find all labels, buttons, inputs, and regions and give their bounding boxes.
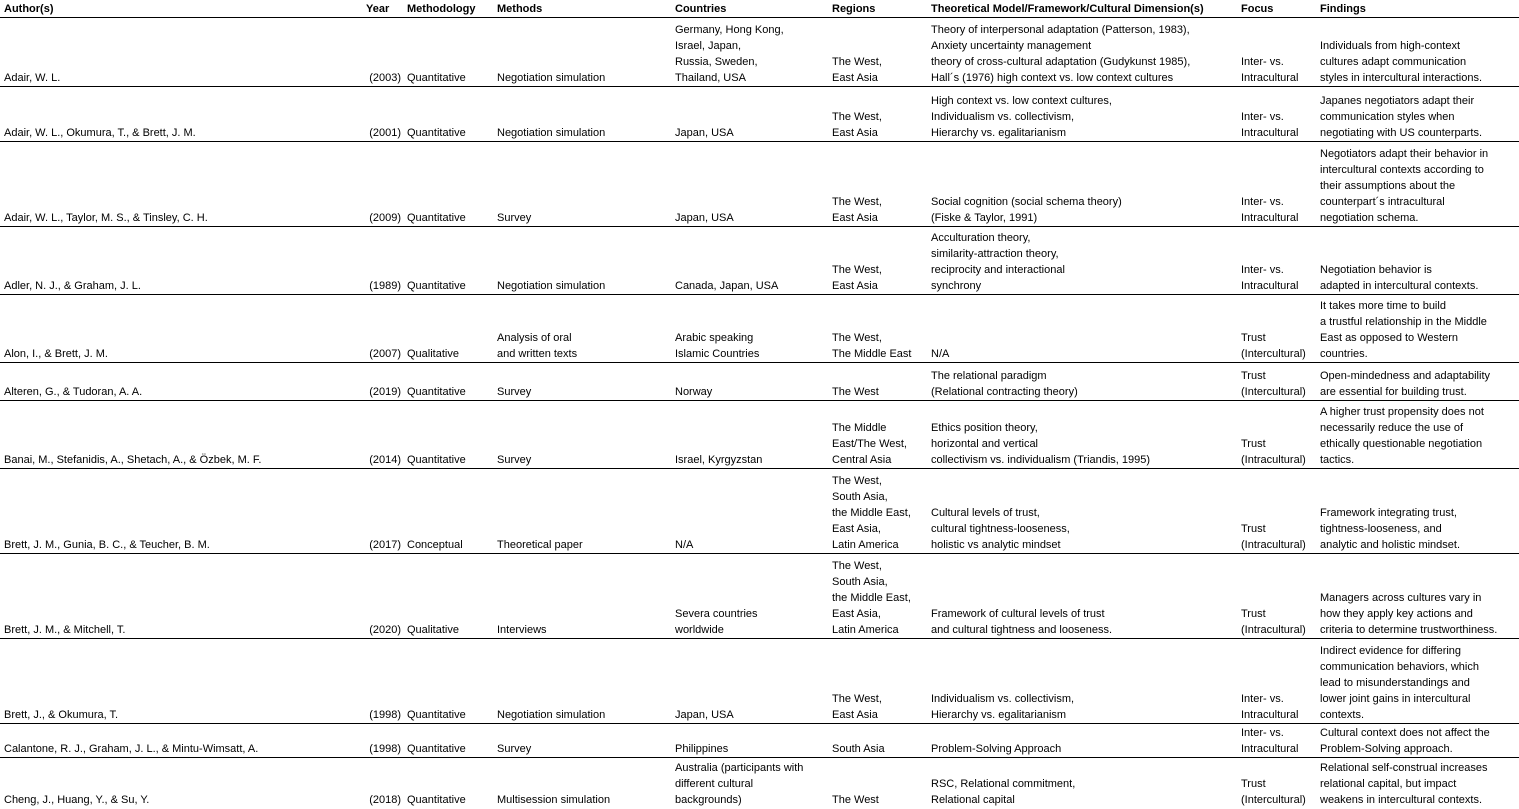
cell-methods: Survey (493, 724, 671, 758)
table-row (0, 18, 1519, 87)
cell-theory: Acculturation theory, similarity-attraction theory, reciprocity and interactional synchrony (927, 227, 1237, 295)
cell-regions: The West, East Asia (828, 227, 927, 295)
col-header-focus: Focus (1237, 0, 1316, 18)
col-header-methodology: Methodology (403, 0, 493, 18)
cell-regions: The Middle East/The West, Central Asia (828, 401, 927, 469)
cell-year: (2014) (362, 401, 403, 469)
cell-methodology: Qualitative (403, 295, 493, 363)
cell-focus: Inter- vs. Intracultural (1237, 724, 1316, 758)
cell-countries: Japan, USA (671, 639, 828, 724)
cell-year: (2003) (362, 18, 403, 87)
cell-theory: Cultural levels of trust, cultural tightness-looseness, holistic vs analytic mindset (927, 469, 1237, 554)
cell-year: (2017) (362, 469, 403, 554)
cell-focus: Trust (Intercultural) (1237, 363, 1316, 401)
cell-author: Banai, M., Stefanidis, A., Shetach, A., & Özbek, M. F. (0, 401, 362, 469)
cell-focus: Inter- vs. Intracultural (1237, 639, 1316, 724)
cell-methodology: Quantitative (403, 142, 493, 227)
cell-methodology: Conceptual (403, 469, 493, 554)
cell-methods: Interviews (493, 554, 671, 639)
cell-focus: Inter- vs. Intracultural (1237, 87, 1316, 142)
cell-regions: The West, East Asia (828, 18, 927, 87)
cell-theory: The relational paradigm (Relational contracting theory) (927, 363, 1237, 401)
cell-countries: Australia (participants with different cultural backgrounds) (675, 761, 804, 806)
table-row (0, 142, 1519, 227)
cell-findings: Individuals from high-context cultures adapt communication styles in intercultural interactions. (1316, 18, 1519, 87)
cell-author: Brett, J. M., & Mitchell, T. (0, 554, 362, 639)
cell-focus: Inter- vs. Intracultural (1237, 142, 1316, 227)
cell-year: (2007) (362, 295, 403, 363)
cell-findings: Relational self-construal increases relational capital, but impact weakens in intercultural contexts. (1320, 761, 1488, 806)
cell-theory: High context vs. low context cultures, Individualism vs. collectivism, Hierarchy vs. egalitarianism (927, 87, 1237, 142)
cell-year: (2019) (362, 363, 403, 401)
cell-regions: The West, East Asia (828, 87, 927, 142)
cell-theory: Individualism vs. collectivism, Hierarchy vs. egalitarianism (927, 639, 1237, 724)
cell-focus: Trust (Intracultural) (1237, 469, 1316, 554)
cell-regions: The West (828, 363, 927, 401)
cell-methods: Negotiation simulation (493, 639, 671, 724)
cell-year: (1998) (362, 724, 403, 758)
cell-theory: Problem-Solving Approach (927, 724, 1237, 758)
table-row (0, 227, 1519, 295)
cell-countries: Germany, Hong Kong, Israel, Japan, Russia, Sweden, Thailand, USA (671, 18, 828, 87)
cell-methods: Survey (493, 363, 671, 401)
cell-regions: The West, South Asia, the Middle East, East Asia, Latin America (828, 469, 927, 554)
col-header-authors: Author(s) (0, 0, 362, 18)
col-header-regions: Regions (828, 0, 927, 18)
cell-regions: South Asia (828, 724, 927, 758)
cell-author: Adair, W. L. (0, 18, 362, 87)
cell-methodology: Quantitative (403, 724, 493, 758)
table-row (0, 554, 1519, 639)
cell-findings: Negotiators adapt their behavior in intercultural contexts according to their assumptions about the counterpart´s intracultural negotiation schema. (1316, 142, 1519, 227)
cell-methods: Multisession simulation (497, 793, 611, 806)
table-row (0, 758, 1519, 808)
cell-countries: Canada, Japan, USA (671, 227, 828, 295)
cell-methodology: Quantitative (403, 363, 493, 401)
table-row (0, 724, 1519, 758)
cell-methodology: Quantitative (407, 793, 466, 806)
cell-regions: The West, East Asia (828, 142, 927, 227)
cell-methods: Survey (493, 401, 671, 469)
cell-findings: Japanes negotiators adapt their communication styles when negotiating with US counterparts. (1316, 87, 1519, 142)
cell-focus: Trust (Intercultural) (1241, 777, 1306, 806)
table-row (0, 363, 1519, 401)
cell-theory: Framework of cultural levels of trust and cultural tightness and looseness. (927, 554, 1237, 639)
cell-regions: The West, East Asia (828, 639, 927, 724)
col-header-findings: Findings (1316, 0, 1519, 18)
cell-author: Adair, W. L., Taylor, M. S., & Tinsley, C. H. (0, 142, 362, 227)
cell-focus: Trust (Intracultural) (1237, 401, 1316, 469)
cell-theory: Ethics position theory, horizontal and vertical collectivism vs. individualism (Triandis, 1995) (927, 401, 1237, 469)
cell-methodology: Quantitative (403, 401, 493, 469)
cell-regions: The West, South Asia, the Middle East, East Asia, Latin America (828, 554, 927, 639)
cell-year: (2009) (362, 142, 403, 227)
cell-theory: RSC, Relational commitment, Relational capital (931, 777, 1076, 806)
cell-countries: Philippines (671, 724, 828, 758)
cell-regions: The West, The Middle East (828, 295, 927, 363)
cell-methods: Negotiation simulation (493, 227, 671, 295)
cell-year: (2018) (369, 793, 401, 806)
cell-findings: Framework integrating trust, tightness-looseness, and analytic and holistic mindset. (1316, 469, 1519, 554)
table-row (0, 469, 1519, 554)
cell-findings: It takes more time to build a trustful relationship in the Middle East as opposed to Western countries. (1316, 295, 1519, 363)
table-row (0, 87, 1519, 142)
cell-author: Cheng, J., Huang, Y., & Su, Y. (4, 793, 150, 806)
cell-methodology: Quantitative (403, 87, 493, 142)
cell-countries: N/A (671, 469, 828, 554)
cell-methodology: Quantitative (403, 18, 493, 87)
cell-author: Adler, N. J., & Graham, J. L. (0, 227, 362, 295)
cell-methods: Negotiation simulation (493, 87, 671, 142)
cell-focus: Trust (Intercultural) (1237, 295, 1316, 363)
cell-author: Brett, J., & Okumura, T. (0, 639, 362, 724)
col-header-theory: Theoretical Model/Framework/Cultural Dimension(s) (927, 0, 1237, 18)
cell-countries: Arabic speaking Islamic Countries (671, 295, 828, 363)
cell-methods: Negotiation simulation (493, 18, 671, 87)
cell-focus: Inter- vs. Intracultural (1237, 18, 1316, 87)
cell-author: Alteren, G., & Tudoran, A. A. (0, 363, 362, 401)
cell-countries: Severa countries worldwide (671, 554, 828, 639)
cell-countries: Japan, USA (671, 87, 828, 142)
cell-author: Adair, W. L., Okumura, T., & Brett, J. M. (0, 87, 362, 142)
table-row (0, 295, 1519, 363)
cell-regions: The West (832, 793, 879, 806)
cell-countries: Japan, USA (671, 142, 828, 227)
cell-year: (2001) (362, 87, 403, 142)
cell-findings: Managers across cultures vary in how they apply key actions and criteria to determine trustworthiness. (1316, 554, 1519, 639)
cell-methodology: Qualitative (403, 554, 493, 639)
cell-findings: Indirect evidence for differing communication behaviors, which lead to misunderstandings and lower joint gains in intercultural contexts. (1316, 639, 1519, 724)
col-header-year: Year (362, 0, 403, 18)
cell-author: Calantone, R. J., Graham, J. L., & Mintu-Wimsatt, A. (0, 724, 362, 758)
cell-theory: Theory of interpersonal adaptation (Patterson, 1983), Anxiety uncertainty management theory of cross-cultural adaptation (Gudykunst 1985), Hall´s (1976) high context vs. low context cultures (927, 18, 1237, 87)
cell-year: (2020) (362, 554, 403, 639)
cell-methodology: Quantitative (403, 639, 493, 724)
col-header-methods: Methods (493, 0, 671, 18)
col-header-countries: Countries (671, 0, 828, 18)
cell-methodology: Quantitative (403, 227, 493, 295)
cell-findings: Open-mindedness and adaptability are essential for building trust. (1316, 363, 1519, 401)
cell-theory: N/A (927, 295, 1237, 363)
header-row (0, 0, 1519, 18)
cell-countries: Israel, Kyrgyzstan (671, 401, 828, 469)
cell-methods: Survey (493, 142, 671, 227)
cell-author: Alon, I., & Brett, J. M. (0, 295, 362, 363)
table-row (0, 639, 1519, 724)
cell-countries: Norway (671, 363, 828, 401)
table-body (0, 18, 1519, 808)
cell-findings: Negotiation behavior is adapted in intercultural contexts. (1316, 227, 1519, 295)
cell-year: (1998) (362, 639, 403, 724)
cell-focus: Trust (Intracultural) (1237, 554, 1316, 639)
table-row (0, 401, 1519, 469)
cell-findings: A higher trust propensity does not necessarily reduce the use of ethically questionable negotiation tactics. (1316, 401, 1519, 469)
cell-author: Brett, J. M., Gunia, B. C., & Teucher, B. M. (0, 469, 362, 554)
cell-findings: Cultural context does not affect the Problem-Solving approach. (1316, 724, 1519, 758)
cell-year: (1989) (362, 227, 403, 295)
cell-focus: Inter- vs. Intracultural (1237, 227, 1316, 295)
cell-theory: Social cognition (social schema theory) (Fiske & Taylor, 1991) (927, 142, 1237, 227)
cell-methods: Theoretical paper (493, 469, 671, 554)
cell-methods: Analysis of oral and written texts (493, 295, 671, 363)
